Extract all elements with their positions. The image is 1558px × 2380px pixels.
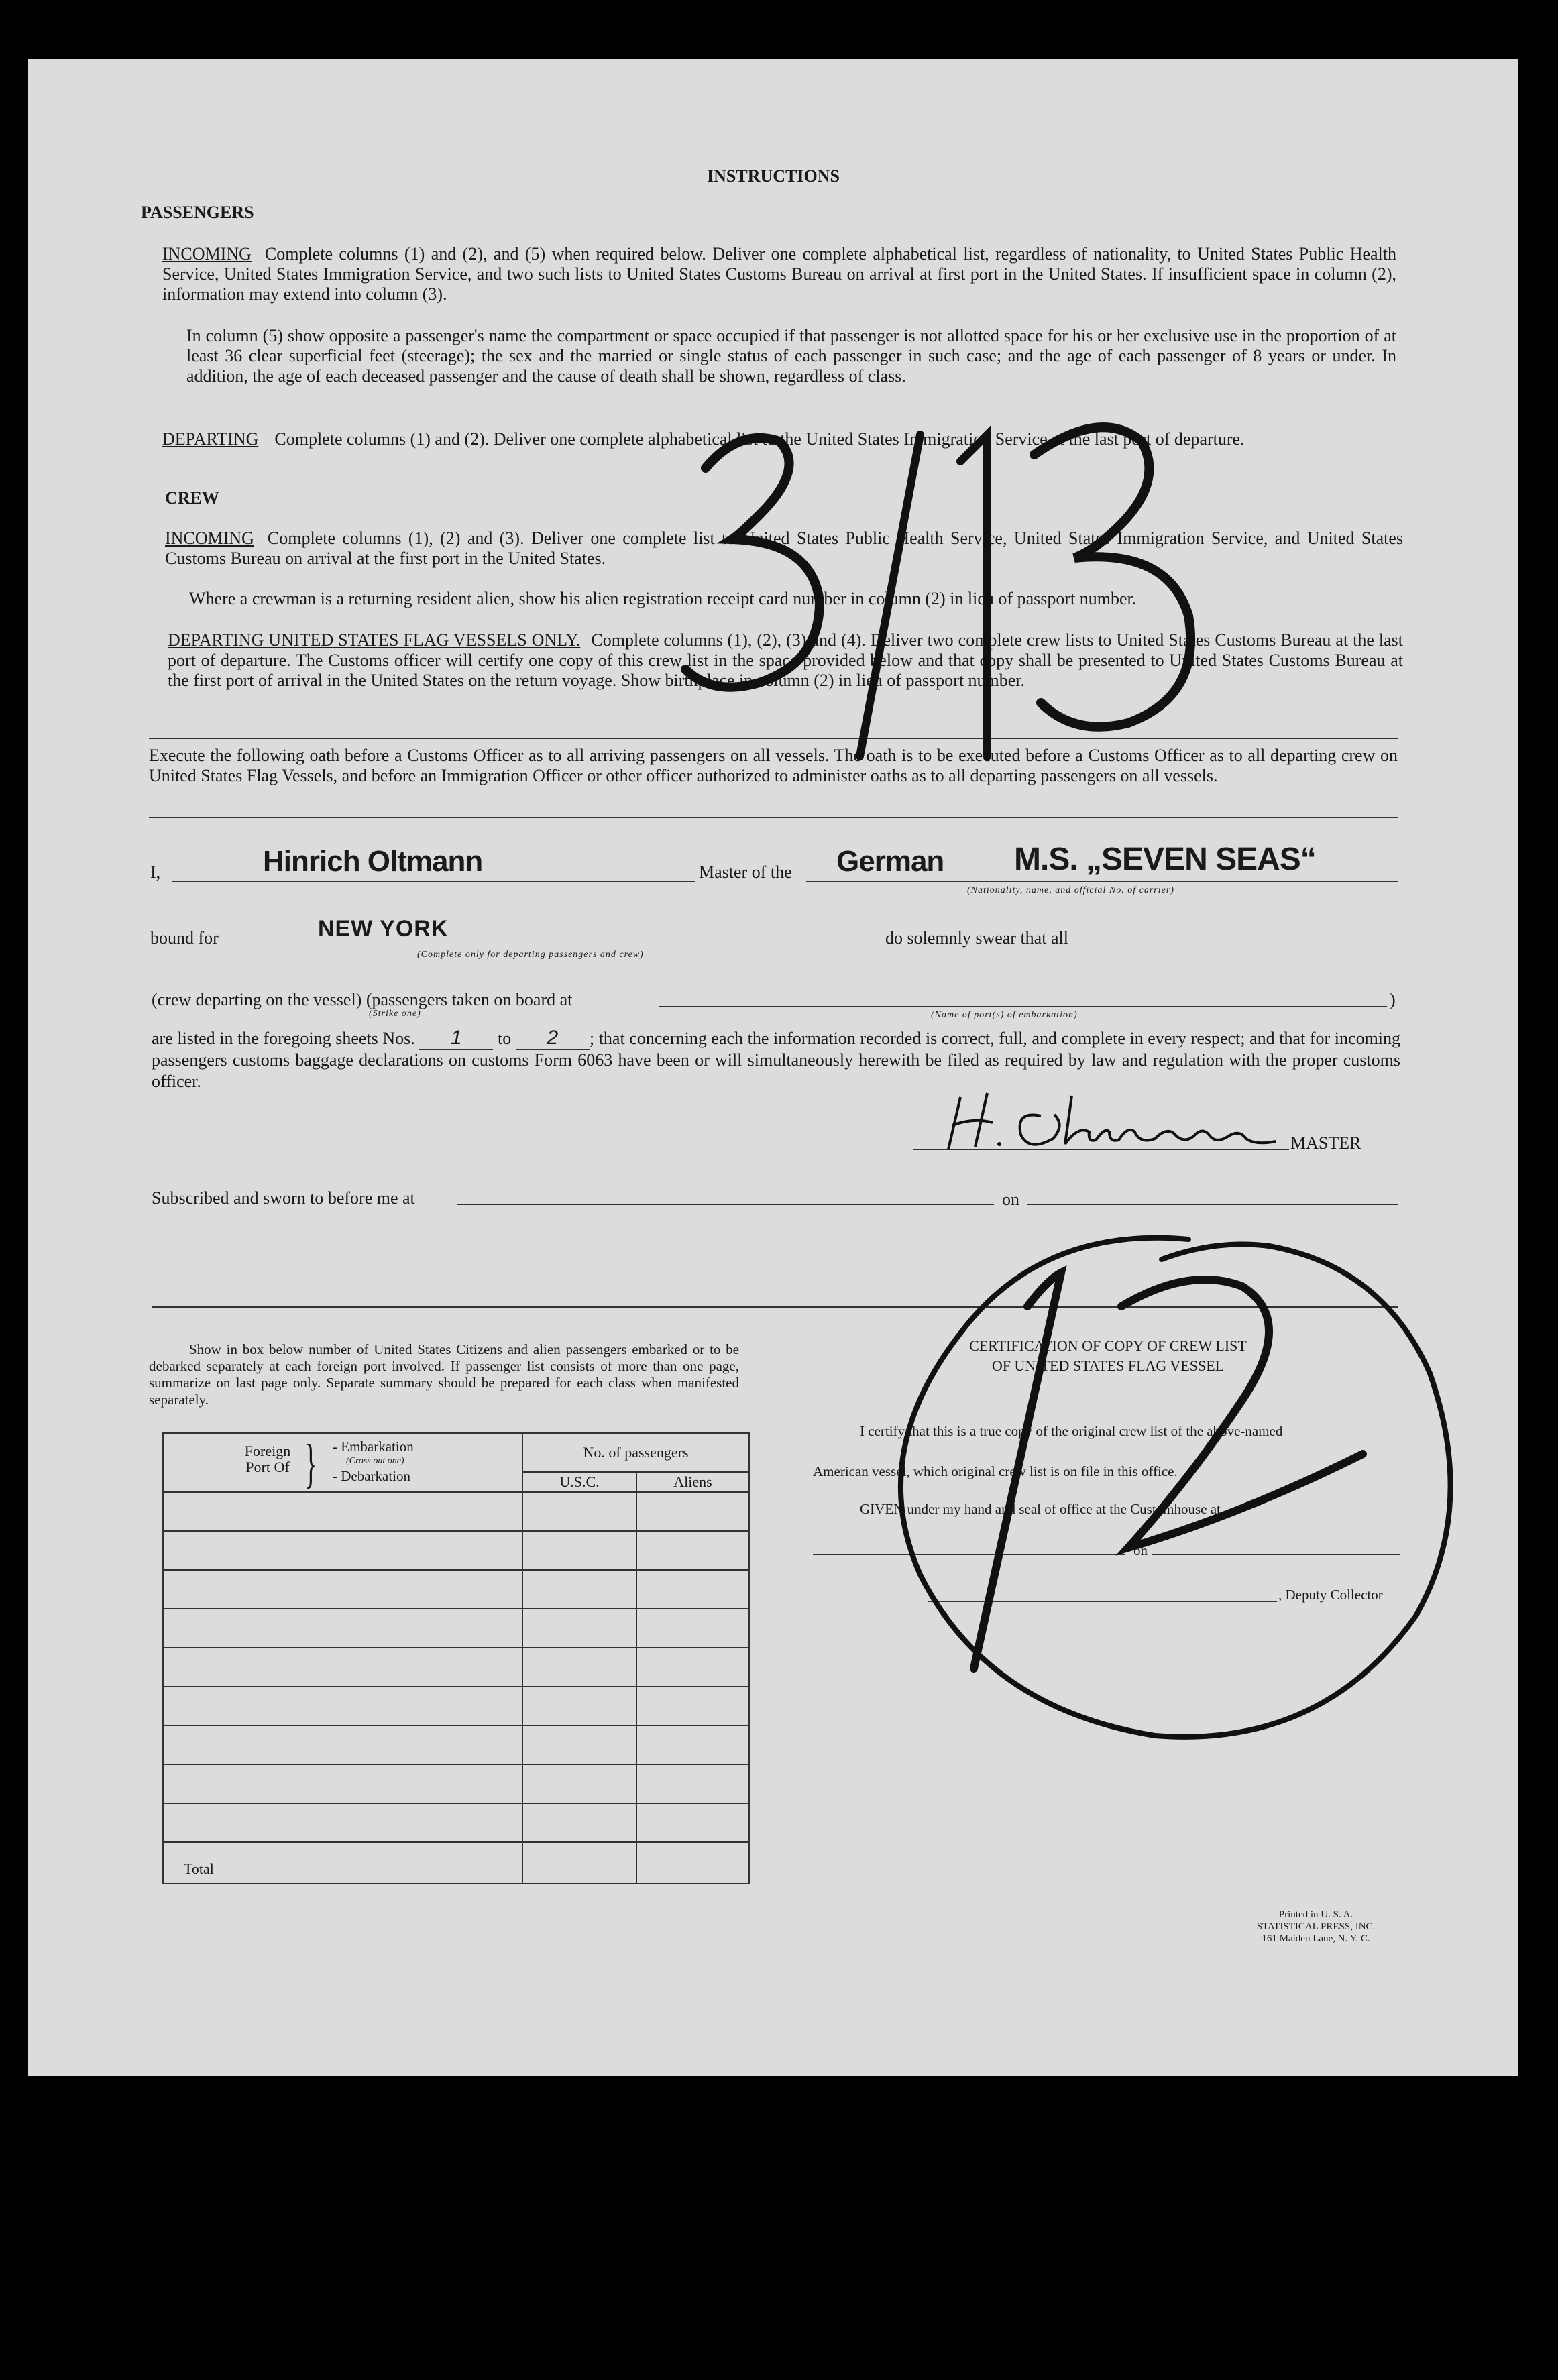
aliens-cell[interactable] (636, 1764, 749, 1803)
ports-line (659, 1006, 1387, 1007)
sheet-from-field[interactable]: 1 (419, 1027, 493, 1050)
incoming-label: INCOMING (162, 244, 252, 264)
certify-text-1: I certify that this is a true copy of the original crew list of the above-named (860, 1423, 1283, 1439)
carrier-line (806, 881, 1398, 882)
departing-flag-label: DEPARTING UNITED STATES FLAG VESSELS ONLY. (168, 630, 581, 650)
vessel-name-field[interactable]: M.S. „SEVEN SEAS“ (1014, 842, 1316, 877)
departing-label: DEPARTING (162, 429, 259, 449)
crew-departing-text: (crew departing on the vessel) (passengers taken on board at (152, 990, 573, 1009)
certify-on-label: on (1133, 1542, 1148, 1559)
port-cell[interactable] (163, 1725, 522, 1764)
aliens-cell[interactable] (636, 1725, 749, 1764)
passenger-summary-table (162, 1432, 750, 1884)
usc-cell[interactable] (522, 1725, 636, 1764)
aliens-cell[interactable] (636, 1492, 749, 1531)
carrier-caption: (Nationality, name, and official No. of carrier) (967, 885, 1174, 895)
i-label: I, (150, 862, 161, 882)
certification-title-2: OF UNITED STATES FLAG VESSEL (991, 1357, 1225, 1374)
certification-title-1: CERTIFICATION OF COPY OF CREW LIST (969, 1337, 1247, 1354)
incoming-text: Complete columns (1) and (2), and (5) when required below. Deliver one complete alphabetical list, regardless of nationality, to United States Public Health Service, United States Immigration Service, and two such lists to United States Customs Bureau on arrival at first port in the United States. If insufficient space in column (2), information may extend into column (3). (162, 244, 1396, 304)
nationality-field[interactable]: German (836, 845, 944, 878)
foreign-port-label: Foreign Port Of (244, 1442, 291, 1475)
embarkation-options (333, 1439, 414, 1483)
debarkation-label[interactable]: - Debarkation (333, 1468, 411, 1484)
usc-cell[interactable] (522, 1764, 636, 1803)
cross-out-caption: (Cross out one) (346, 1456, 404, 1466)
usc-cell[interactable] (522, 1687, 636, 1725)
aliens-header: Aliens (636, 1472, 749, 1492)
aliens-cell[interactable] (636, 1803, 749, 1842)
bound-for-label: bound for (150, 928, 219, 948)
port-cell[interactable] (163, 1648, 522, 1687)
passengers-incoming-section (162, 244, 1396, 304)
listed-text-a: are listed in the foregoing sheets Nos. (152, 1029, 415, 1048)
aliens-cell[interactable] (636, 1609, 749, 1648)
crew-incoming-text: Complete columns (1), (2) and (3). Deliver one complete list to United States Public Health Service, United States Immigration Service, and United States Customs Bureau on arrival at the first port in the United States. (165, 528, 1403, 568)
aliens-total-cell[interactable] (636, 1842, 749, 1884)
printer-line-3: 161 Maiden Lane, N. Y. C. (1262, 1933, 1370, 1944)
no-passengers-header: No. of passengers (522, 1433, 749, 1472)
usc-cell[interactable] (522, 1570, 636, 1609)
aliens-cell[interactable] (636, 1687, 749, 1725)
port-cell[interactable] (163, 1531, 522, 1570)
circled-page-number (840, 1199, 1484, 1843)
aliens-cell[interactable] (636, 1531, 749, 1570)
divider (149, 817, 1398, 818)
departing-flag-text: Complete columns (1), (2), (3) and (4). Deliver two complete crew lists to United States Customs Bureau at the last port of departure. The Customs officer will certify one copy of this crew list in the space provided below and that copy shall be presented to United States Customs Bureau at the first port of arrival in the United States on the return voyage. Show birthplace in column (2) in lieu of passport number. (168, 630, 1403, 690)
swear-text: do solemnly swear that all (885, 928, 1068, 948)
master-name-field[interactable]: Hinrich Oltmann (263, 845, 483, 878)
port-cell[interactable] (163, 1687, 522, 1725)
strike-caption: (Strike one) (369, 1009, 421, 1019)
deputy-collector-label: , Deputy Collector (1278, 1587, 1383, 1603)
handwritten-sheet-number (659, 381, 1383, 810)
foreign-port-header (163, 1433, 522, 1492)
sheet-to-field[interactable]: 2 (516, 1027, 590, 1050)
port-cell[interactable] (163, 1570, 522, 1609)
listed-text-b: ; that concerning each the information recorded is correct, full, and complete in every respect; and that for incoming passengers customs baggage declarations on customs Form 6063 have been or will simultaneously herewith be filed as required by law and regulation with the proper customs officer. (152, 1029, 1401, 1091)
instructions-title: INSTRUCTIONS (707, 166, 840, 186)
printer-line-2: STATISTICAL PRESS, INC. (1256, 1921, 1376, 1932)
subscribed-on-label: on (1002, 1190, 1019, 1209)
master-name-line (172, 881, 695, 882)
document-sheet (28, 59, 1518, 2076)
master-signature[interactable] (940, 1082, 1316, 1156)
crew-heading: CREW (165, 488, 219, 508)
usc-total-cell[interactable] (522, 1842, 636, 1884)
bound-for-field[interactable]: NEW YORK (318, 916, 449, 942)
given-text: GIVEN under my hand and seal of office at the Customhouse at (860, 1501, 1221, 1517)
usc-cell[interactable] (522, 1803, 636, 1842)
crewman-text: Where a crewman is a returning resident alien, show his alien registration receipt card number in column (2) in lieu of passport number. (189, 589, 1137, 608)
usc-cell[interactable] (522, 1492, 636, 1531)
brace-icon: } (304, 1434, 317, 1493)
aliens-cell[interactable] (636, 1570, 749, 1609)
column5-section (186, 326, 1396, 386)
bound-caption: (Complete only for departing passengers and crew) (417, 950, 644, 960)
usc-cell[interactable] (522, 1648, 636, 1687)
printer-line-1: Printed in U. S. A. (1278, 1909, 1353, 1920)
subscribed-text: Subscribed and sworn to before me at (152, 1188, 415, 1208)
usc-header: U.S.C. (522, 1472, 636, 1492)
ports-caption: (Name of port(s) of embarkation) (931, 1010, 1078, 1020)
port-cell[interactable] (163, 1764, 522, 1803)
aliens-cell[interactable] (636, 1648, 749, 1687)
embarkation-label[interactable]: - Embarkation (333, 1438, 414, 1455)
crew-incoming-label: INCOMING (165, 528, 254, 548)
printer-imprint (1195, 1909, 1437, 1945)
total-label: Total (163, 1842, 522, 1884)
usc-cell[interactable] (522, 1609, 636, 1648)
master-label: MASTER (1290, 1133, 1361, 1153)
close-paren: ) (1390, 990, 1396, 1009)
summary-intro: Show in box below number of United States Citizens and alien passengers embarked or to be debarked separately at each foreign port involved. If passenger list consists of more than one page, summarize on last page only. Separate summary should be prepared for each class when manifested separately. (149, 1341, 739, 1408)
port-cell[interactable] (163, 1609, 522, 1648)
usc-cell[interactable] (522, 1531, 636, 1570)
port-cell[interactable] (163, 1492, 522, 1531)
departing-text: Complete columns (1) and (2). Deliver one complete alphabetical list to the United States Immigration Service at the last port of departure. (274, 429, 1245, 449)
to-label: to (498, 1029, 512, 1048)
passengers-heading: PASSENGERS (141, 203, 254, 222)
certify-text-2: American vessel, which original crew list is on file in this office. (813, 1463, 1178, 1479)
column5-text: In column (5) show opposite a passenger's name the compartment or space occupied if that passenger is not allotted space for his or her exclusive use in the proportion of at least 36 clear superficial feet (steerage); the sex and the married or single status of each passenger in such case; and the age of each passenger of 8 years or under. In addition, the age of each deceased passenger and the cause of death shall be shown, regardless of class. (186, 326, 1396, 386)
summary-intro-section (149, 1341, 739, 1408)
master-of-label: Master of the (699, 862, 792, 882)
execute-text: Execute the following oath before a Customs Officer as to all arriving passengers on all vessels. The oath is to be executed before a Customs Officer as to all departing crew on United States Flag Vessels, and before an Immigration Officer or other officer authorized to administer oaths as to all departing passengers on all vessels. (149, 746, 1398, 785)
port-cell[interactable] (163, 1803, 522, 1842)
